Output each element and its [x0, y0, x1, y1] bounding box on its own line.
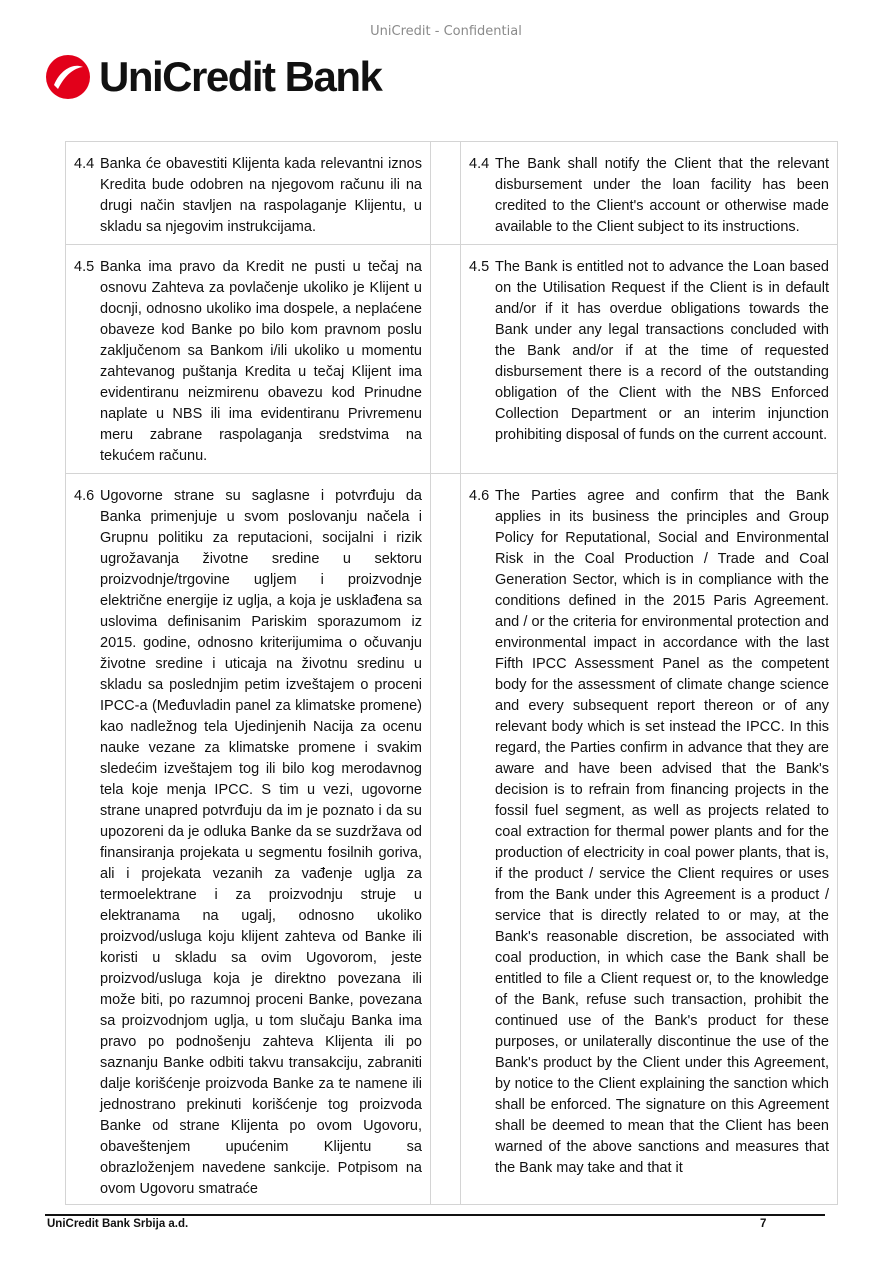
- clause-cell-serbian: [66, 474, 431, 1205]
- logo-text: UniCredit Bank: [99, 53, 382, 100]
- footer-divider: [45, 1214, 825, 1216]
- column-gap: [431, 245, 461, 474]
- clause-cell-english: [461, 474, 838, 1205]
- clause-text: The Bank is entitled not to advance the Loan based on the Utilisation Request if the Client is in default and/or if it has overdue obligations towards the Bank under any legal transactions concluded with the Bank and/or if at the time of requested disbursement there is a record of the outstanding obligation of the Client with the NBS Enforced Collection Department or an interim injunction prohibiting disposal of funds on the current account.: [495, 259, 829, 443]
- unicredit-logo: [45, 50, 381, 104]
- bilingual-clause-table: [65, 141, 838, 1205]
- clause-text: Banka će obavestiti Klijenta kada relevantni iznos Kredita bude odobren na njegovom računu ili na drugi način stavljen na raspolaganje Klijentu, u skladu sa njegovim instrukcijama.: [100, 156, 422, 235]
- clause-text: The Parties agree and confirm that the Bank applies in its business the principles and Group Policy for Reputational, Social and Environmental Risk in the Coal Production / Trade and Coal Generation Sector, which is in compliance with the conditions defined in the 2015 Paris Agreement. and / or the criteria for environmental protection and environmental impact in accordance with the last Fifth IPCC Assessment Panel as the competent body for the assessment of climate change science and every subsequent report thereon or of any relevant body which is set instead the IPCC. In this regard, the Parties confirm in advance that they are aware and have been advised that the Bank's decision is to refrain from financing projects in the fossil fuel segment, as well as projects related to coal extraction for thermal power plants and for the production of electricity in coal power plants, that is, if the product / service the Client requires or uses from the Bank under this Agreement is a product / service that is directly related to or may, at the Bank's reasonable discretion, be associated with coal production, in which case the Bank shall be entitled to file a Client request or, to the knowledge of the Bank, refuse such transaction, prohibit the continued use of the Bank's product for these purposes, or unilaterally discontinue the use of the Bank's product by the Client under this Agreement, by notice to the Client explaining the sanction which shall be enforced. The signature on this Agreement shall be deemed to mean that the Client has been warned of the above sanctions and measures that the Bank may take and that it: [495, 488, 829, 1176]
- clause-cell-serbian: [66, 245, 431, 474]
- clause-cell-english: [461, 245, 838, 474]
- clause-row: [66, 142, 838, 245]
- footer-company: UniCredit Bank Srbija a.d.: [47, 1218, 189, 1230]
- clause-number: 4.6: [74, 488, 95, 504]
- column-gap: [431, 142, 461, 245]
- unicredit-logo-icon: [45, 54, 91, 100]
- clause-row: [66, 474, 838, 1205]
- clause-number: 4.6: [469, 488, 490, 504]
- clause-text: The Bank shall notify the Client that the relevant disbursement under the loan facility has been credited to the Client's account or otherwise made available to the Client subject to its instructions.: [495, 156, 829, 235]
- clause-number: 4.5: [469, 259, 490, 275]
- clause-cell-serbian: [66, 142, 431, 245]
- clause-row: [66, 245, 838, 474]
- confidential-label: UniCredit - Confidential: [370, 24, 522, 39]
- clause-cell-english: [461, 142, 838, 245]
- clause-number: 4.4: [74, 156, 95, 172]
- clause-number: 4.5: [74, 259, 95, 275]
- clause-text: Banka ima pravo da Kredit ne pusti u tečaj na osnovu Zahteva za povlačenje ukoliko je Klijent u docnji, odnosno ukoliko ima dospele, a neplaćene obaveze kod Banke po bilo kom pravnom poslu zaključenom sa Bankom i/ili ukoliko u momentu zahtevanog puštanja Kredita u tečaj Klijent ima evidentiranu neizmirenu obavezu kod Prinudne naplate u NBS ili ima evidentiranu Privremenu meru zabrane raspolaganja sredstvima na tekućem računu.: [100, 259, 422, 464]
- clause-number: 4.4: [469, 156, 490, 172]
- page-number: 7: [760, 1218, 767, 1230]
- clause-text: Ugovorne strane su saglasne i potvrđuju da Banka primenjuje u svom poslovanju načela i Grupnu politiku za reputacioni, socijalni i rizik ugrožavanja životne sredine u sektoru proizvodnje/trgovine ugljem i proizvodnje električne energije iz uglja, a koja je usklađena sa uslovima definisanim Pariskim sporazumom iz 2015. godine, odnosno kriterijumima o očuvanju životne sredine i uticaja na životnu sredinu u skladu sa poslednjim petim izveštajem o proceni IPCC-a (Međuvladin panel za klimatske promene) kao nadležnog tela Ujedinjenih Nacija za ocenu nauke vezane za klimatske promene i svakim sledećim izveštajem tog ili bilo kog merodavnog tela koje menja IPCC. S tim u vezi, ugovorne strane unapred potvrđuju da im je poznato i da su upozoreni da je odluka Banke da se suzdržava od finansiranja projekata u segmentu fosilnih goriva, ali i projekata vezanih za vađenje uglja za termoelektrane i za proizvodnju struje u elektranama na ugalj, odnosno ukoliko proizvod/usluga koju klijent zahteva od Banke ili koristi u skladu sa ovim Ugovorom, jeste proizvod/usluga koja je direktno povezana ili može biti, po razumnoj proceni Banke, povezana sa proizvodnjom uglja, u tom slučaju Banka ima pravo po podnošenju zahteva Klijenta ili po saznanju Banke odbiti takvu transakciju, zabraniti dalje korišćenje proizvoda Banke za te namene ili jednostrano prekinuti korišćenje tog proizvoda Banke od strane Klijenta po ovom Ugovoru, obaveštenjem upućenim Klijentu sa obrazloženjem navedene sankcije. Potpisom na ovom Ugovoru smatraće: [100, 488, 422, 1197]
- column-gap: [431, 474, 461, 1205]
